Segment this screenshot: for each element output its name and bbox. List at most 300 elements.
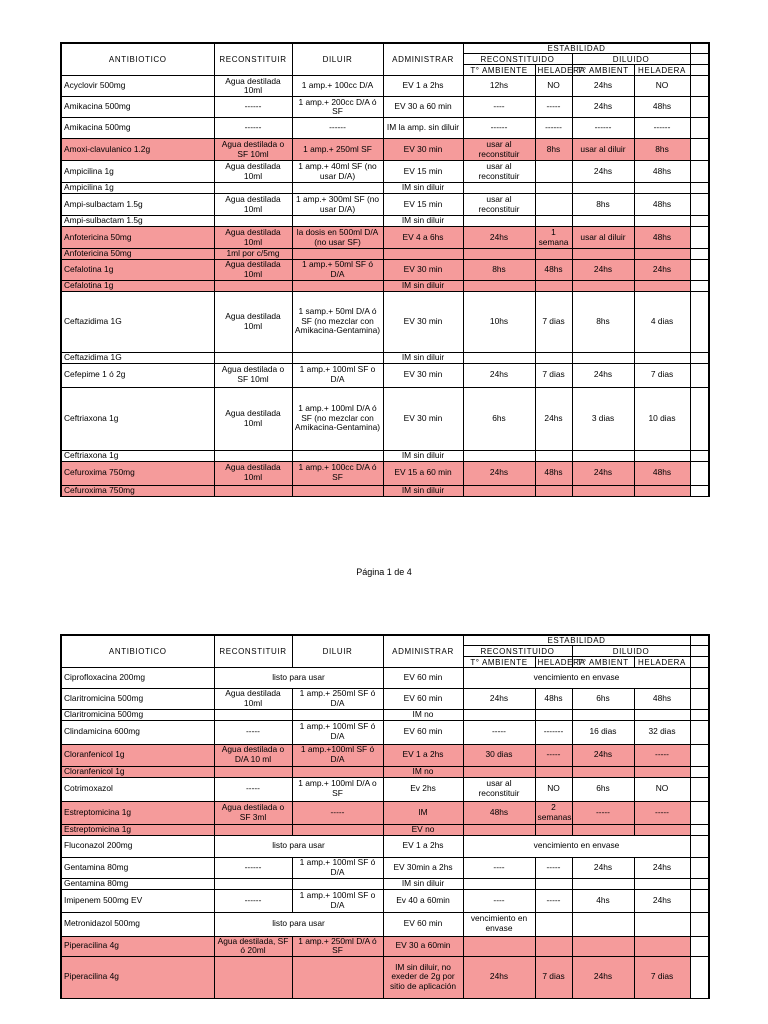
table-edge	[690, 249, 709, 260]
table-row	[61, 689, 709, 709]
cell-antibiotico: Piperacilina 4g	[61, 936, 214, 956]
cell-reconstituir-diluir: listo para usar	[214, 912, 383, 936]
header-heladera: HELADERA	[535, 657, 572, 668]
cell-diluido-heladera	[634, 352, 690, 363]
cell-diluido-ambiente: 24hs	[572, 76, 634, 97]
cell-reconstituido-ambiente	[463, 485, 535, 496]
header-t-ambient-diluido: T° AMBIENT	[572, 65, 634, 76]
cell-reconstituir: Agua destilada o SF 10ml	[214, 139, 292, 161]
cell-diluido-heladera: ------	[634, 118, 690, 139]
cell-diluir: 1 amp.+ 250ml SF ó D/A	[292, 689, 383, 709]
table-row	[61, 956, 709, 998]
cell-diluido-ambiente	[572, 352, 634, 363]
cell-antibiotico: Ceftriaxona 1g	[61, 387, 214, 450]
table-edge	[690, 912, 709, 936]
header-diluir: DILUIR	[292, 43, 383, 76]
cell-reconstituir	[214, 216, 292, 227]
cell-reconstituido-ambiente: ------	[463, 118, 535, 139]
cell-diluir	[292, 878, 383, 889]
table-edge	[690, 720, 709, 744]
cell-diluido-ambiente: 24hs	[572, 363, 634, 387]
cell-reconstituido-heladera: -----	[535, 97, 572, 118]
table-row	[61, 709, 709, 720]
table-row	[61, 227, 709, 249]
cell-administrar: EV no	[383, 824, 463, 835]
cell-diluir	[292, 216, 383, 227]
cell-antibiotico: Acyclovir 500mg	[61, 76, 214, 97]
cell-diluir	[292, 485, 383, 496]
cell-reconstituir	[214, 709, 292, 720]
table-row	[61, 194, 709, 216]
cell-diluido-heladera: 24hs	[634, 889, 690, 912]
cell-reconstituido-ambiente: 10hs	[463, 291, 535, 352]
cell-reconstituido-ambiente: 30 dias	[463, 744, 535, 766]
cell-administrar: EV 4 a 6hs	[383, 227, 463, 249]
cell-diluir: 1 amp.+ 100ml SF o D/A	[292, 889, 383, 912]
cell-antibiotico: Cloranfenicol 1g	[61, 766, 214, 777]
cell-diluir	[292, 249, 383, 260]
table-edge	[690, 260, 709, 280]
cell-reconstituido-heladera: NO	[535, 76, 572, 97]
cell-antibiotico: Ampi-sulbactam 1.5g	[61, 194, 214, 216]
cell-reconstituir: Agua destilada o SF 10ml	[214, 363, 292, 387]
table-edge	[690, 216, 709, 227]
table-row	[61, 824, 709, 835]
cell-administrar: EV 30 min	[383, 260, 463, 280]
table-row	[61, 216, 709, 227]
cell-antibiotico: Gentamina 80mg	[61, 878, 214, 889]
cell-reconstituir: -----	[214, 777, 292, 801]
cell-diluido-ambiente: 8hs	[572, 291, 634, 352]
cell-diluir	[292, 766, 383, 777]
cell-diluido-ambiente: 3 dias	[572, 387, 634, 450]
cell-antibiotico: Anfotericina 50mg	[61, 249, 214, 260]
cell-reconstituir-diluir: listo para usar	[214, 668, 383, 689]
cell-reconstituido-heladera: 48hs	[535, 260, 572, 280]
cell-reconstituido-heladera: 24hs	[535, 387, 572, 450]
page-footer: Página 1 de 4	[356, 567, 412, 577]
cell-reconstituir: Agua destilada 10ml	[214, 461, 292, 485]
cell-reconstituir: Agua destilada 10ml	[214, 291, 292, 352]
table-edge	[690, 97, 709, 118]
cell-administrar: EV 60 min	[383, 689, 463, 709]
table-row	[61, 744, 709, 766]
cell-diluido-ambiente: 6hs	[572, 777, 634, 801]
cell-diluido-ambiente	[572, 912, 634, 936]
header-t-ambiente: T° AMBIENTE	[463, 657, 535, 668]
cell-reconstituido-heladera: 1 semana	[535, 227, 572, 249]
cell-diluir: 1 amp.+ 100cc D/A ó SF	[292, 461, 383, 485]
cell-reconstituido-heladera: ------	[535, 118, 572, 139]
table-edge	[690, 878, 709, 889]
cell-reconstituir	[214, 956, 292, 998]
cell-diluido-ambiente: 8hs	[572, 194, 634, 216]
cell-diluido-heladera	[634, 216, 690, 227]
cell-reconstituir: Agua destilada 10ml	[214, 689, 292, 709]
cell-reconstituido-heladera	[535, 766, 572, 777]
cell-diluido-heladera	[634, 485, 690, 496]
cell-antibiotico: Claritromicina 500mg	[61, 689, 214, 709]
table-edge	[690, 461, 709, 485]
cell-administrar: EV 60 min	[383, 720, 463, 744]
cell-reconstituido-heladera	[535, 824, 572, 835]
cell-reconstituir	[214, 280, 292, 291]
cell-reconstituir: Agua destilada 10ml	[214, 194, 292, 216]
cell-diluido-heladera	[634, 183, 690, 194]
cell-reconstituido-heladera: -----	[535, 744, 572, 766]
table-edge	[690, 709, 709, 720]
cell-reconstituido-ambiente	[463, 216, 535, 227]
cell-diluido-heladera	[634, 936, 690, 956]
table-edge	[690, 363, 709, 387]
cell-reconstituido-heladera: -----	[535, 889, 572, 912]
table-edge	[690, 280, 709, 291]
table-row	[61, 249, 709, 260]
table-row	[61, 461, 709, 485]
cell-reconstituir: Agua destilada 10ml	[214, 387, 292, 450]
header-diluido: DILUIDO	[572, 646, 690, 657]
table-edge	[690, 689, 709, 709]
table-edge	[690, 889, 709, 912]
cell-diluir: 1 amp.+ 250ml SF	[292, 139, 383, 161]
cell-diluido-heladera: -----	[634, 801, 690, 824]
table-edge	[690, 194, 709, 216]
cell-diluido-ambiente	[572, 280, 634, 291]
cell-diluido-heladera	[634, 450, 690, 461]
table-edge	[690, 352, 709, 363]
cell-antibiotico: Ciprofloxacina 200mg	[61, 668, 214, 689]
cell-diluido-heladera: -----	[634, 744, 690, 766]
header-antibiotico: ANTIBIOTICO	[61, 635, 214, 668]
cell-diluido-ambiente	[572, 936, 634, 956]
cell-diluido-heladera: 8hs	[634, 139, 690, 161]
cell-antibiotico: Piperacilina 4g	[61, 956, 214, 998]
table-row	[61, 668, 709, 689]
cell-diluido-heladera	[634, 766, 690, 777]
cell-reconstituido-heladera	[535, 450, 572, 461]
cell-antibiotico: Estreptomicina 1g	[61, 801, 214, 824]
table-row	[61, 280, 709, 291]
cell-diluido-ambiente	[572, 249, 634, 260]
cell-diluir: 1 amp.+ 200cc D/A ó SF	[292, 97, 383, 118]
cell-diluido-heladera: 48hs	[634, 689, 690, 709]
cell-diluido-ambiente: usar al diluir	[572, 227, 634, 249]
cell-administrar: IM sin diluir	[383, 183, 463, 194]
cell-administrar: IM no	[383, 709, 463, 720]
cell-diluir	[292, 709, 383, 720]
cell-reconstituido-ambiente: 24hs	[463, 227, 535, 249]
cell-reconstituido-ambiente: -----	[463, 720, 535, 744]
cell-diluido-ambiente: 24hs	[572, 956, 634, 998]
cell-reconstituido-heladera: 48hs	[535, 689, 572, 709]
cell-reconstituido-ambiente	[463, 766, 535, 777]
table-row	[61, 801, 709, 824]
cell-reconstituido-heladera	[535, 216, 572, 227]
header-reconstituido: RECONSTITUIDO	[463, 646, 572, 657]
cell-diluir	[292, 280, 383, 291]
table-edge	[690, 291, 709, 352]
header-reconstituir: RECONSTITUIR	[214, 635, 292, 668]
cell-reconstituido-heladera	[535, 161, 572, 183]
cell-reconstituir	[214, 450, 292, 461]
cell-reconstituir: Agua destilada 10ml	[214, 161, 292, 183]
cell-administrar: IM sin diluir	[383, 485, 463, 496]
cell-reconstituido-ambiente: 24hs	[463, 956, 535, 998]
cell-reconstituido-ambiente	[463, 709, 535, 720]
cell-reconstituido-ambiente: usar al reconstituir	[463, 161, 535, 183]
cell-administrar: EV 30 min	[383, 387, 463, 450]
cell-reconstituido-heladera: NO	[535, 777, 572, 801]
cell-administrar: IM sin diluir	[383, 878, 463, 889]
table-edge	[690, 387, 709, 450]
cell-administrar: EV 1 a 2hs	[383, 76, 463, 97]
cell-administrar	[383, 249, 463, 260]
cell-reconstituir	[214, 766, 292, 777]
table-edge	[690, 183, 709, 194]
cell-reconstituido-heladera	[535, 485, 572, 496]
cell-diluir: 1 samp.+ 50ml D/A ó SF (no mezclar con Amikacina-Gentamina)	[292, 291, 383, 352]
cell-administrar: EV 1 a 2hs	[383, 835, 463, 857]
cell-diluido-heladera: 48hs	[634, 194, 690, 216]
cell-diluido-ambiente: 24hs	[572, 260, 634, 280]
cell-reconstituir	[214, 352, 292, 363]
table-edge	[690, 835, 709, 857]
table-row	[61, 912, 709, 936]
cell-diluido-ambiente: 24hs	[572, 744, 634, 766]
cell-diluido-ambiente: 24hs	[572, 461, 634, 485]
cell-reconstituido-ambiente: 8hs	[463, 260, 535, 280]
cell-reconstituir: ------	[214, 118, 292, 139]
cell-administrar: EV 15 min	[383, 194, 463, 216]
cell-reconstituido-ambiente: 24hs	[463, 461, 535, 485]
cell-estabilidad: vencimiento en envase	[463, 668, 690, 689]
cell-diluido-heladera: NO	[634, 777, 690, 801]
cell-reconstituido-ambiente	[463, 878, 535, 889]
cell-diluido-ambiente: ------	[572, 118, 634, 139]
table-edge	[690, 668, 709, 689]
cell-antibiotico: Estreptomicina 1g	[61, 824, 214, 835]
cell-diluir	[292, 824, 383, 835]
table-edge	[690, 956, 709, 998]
cell-diluido-heladera: NO	[634, 76, 690, 97]
cell-reconstituido-heladera	[535, 249, 572, 260]
cell-diluido-heladera: 4 dias	[634, 291, 690, 352]
cell-administrar: IM sin diluir	[383, 280, 463, 291]
cell-administrar: EV 30 min	[383, 139, 463, 161]
cell-reconstituir: ------	[214, 889, 292, 912]
cell-antibiotico: Cefuroxima 750mg	[61, 461, 214, 485]
table-row	[61, 720, 709, 744]
cell-reconstituido-heladera: 8hs	[535, 139, 572, 161]
cell-diluir: 1 amp.+ 300ml SF (no usar D/A)	[292, 194, 383, 216]
table-edge	[690, 450, 709, 461]
cell-diluido-ambiente	[572, 450, 634, 461]
table-edge	[690, 118, 709, 139]
cell-administrar: EV 30min a 2hs	[383, 857, 463, 878]
cell-diluido-heladera	[634, 912, 690, 936]
cell-diluir: 1 amp.+ 100ml SF ó D/A	[292, 857, 383, 878]
cell-reconstituir: 1ml por c/5mg	[214, 249, 292, 260]
cell-reconstituido-heladera	[535, 936, 572, 956]
cell-antibiotico: Ampicilina 1g	[61, 161, 214, 183]
cell-antibiotico: Cotrimoxazol	[61, 777, 214, 801]
cell-reconstituido-ambiente: usar al reconstituir	[463, 139, 535, 161]
table-edge	[690, 744, 709, 766]
cell-antibiotico: Cloranfenicol 1g	[61, 744, 214, 766]
cell-diluido-heladera: 7 dias	[634, 363, 690, 387]
cell-diluido-heladera: 48hs	[634, 461, 690, 485]
cell-administrar: EV 30 min	[383, 291, 463, 352]
cell-diluido-ambiente	[572, 824, 634, 835]
header-heladera: HELADERA	[535, 65, 572, 76]
cell-reconstituir: -----	[214, 720, 292, 744]
cell-reconstituido-heladera: 7 dias	[535, 956, 572, 998]
header-t-ambiente: T° AMBIENTE	[463, 65, 535, 76]
cell-reconstituido-ambiente: usar al reconstituir	[463, 194, 535, 216]
cell-antibiotico: Amoxi-clavulanico 1.2g	[61, 139, 214, 161]
header-estabilidad: ESTABILIDAD	[463, 43, 690, 54]
cell-administrar: EV 30 a 60 min	[383, 97, 463, 118]
cell-diluido-heladera	[634, 280, 690, 291]
table-edge	[690, 936, 709, 956]
table-edge	[690, 766, 709, 777]
table-row	[61, 291, 709, 352]
cell-antibiotico: Amikacina 500mg	[61, 97, 214, 118]
cell-reconstituido-heladera: 48hs	[535, 461, 572, 485]
table-edge	[690, 777, 709, 801]
cell-administrar: IM sin diluir	[383, 352, 463, 363]
table-row	[61, 889, 709, 912]
cell-reconstituido-ambiente: vencimiento en envase	[463, 912, 535, 936]
cell-diluido-ambiente	[572, 878, 634, 889]
cell-diluido-heladera: 24hs	[634, 260, 690, 280]
cell-diluir: 1 amp.+ 40ml SF (no usar D/A)	[292, 161, 383, 183]
cell-reconstituir: ------	[214, 97, 292, 118]
table-edge	[690, 857, 709, 878]
cell-reconstituir: Agua destilada 10ml	[214, 76, 292, 97]
table-row	[61, 76, 709, 97]
cell-reconstituido-heladera	[535, 183, 572, 194]
cell-diluir: 1 amp.+ 100cc D/A	[292, 76, 383, 97]
cell-administrar: EV 30 min	[383, 363, 463, 387]
cell-diluido-ambiente: 4hs	[572, 889, 634, 912]
header-estabilidad: ESTABILIDAD	[463, 635, 690, 646]
cell-administrar: EV 1 a 2hs	[383, 744, 463, 766]
table-row	[61, 936, 709, 956]
cell-administrar: EV 15 a 60 min	[383, 461, 463, 485]
cell-antibiotico: Metronidazol 500mg	[61, 912, 214, 936]
cell-diluir: 1 amp.+ 100ml D/A o SF	[292, 777, 383, 801]
cell-reconstituido-heladera	[535, 280, 572, 291]
cell-reconstituido-ambiente: 6hs	[463, 387, 535, 450]
cell-reconstituir	[214, 183, 292, 194]
cell-diluido-ambiente	[572, 485, 634, 496]
cell-reconstituir: Agua destilada o SF 3ml	[214, 801, 292, 824]
table-row	[61, 363, 709, 387]
cell-reconstituido-heladera	[535, 194, 572, 216]
cell-diluir: 1 amp.+ 100ml SF ó D/A	[292, 720, 383, 744]
cell-administrar: IM la amp. sin diluir	[383, 118, 463, 139]
table-row	[61, 485, 709, 496]
antibiotic-table-2	[60, 634, 710, 999]
cell-antibiotico: Ceftazidima 1G	[61, 352, 214, 363]
cell-diluido-ambiente: 16 dias	[572, 720, 634, 744]
cell-reconstituir	[214, 878, 292, 889]
cell-administrar: EV 15 min	[383, 161, 463, 183]
cell-antibiotico: Ceftazidima 1G	[61, 291, 214, 352]
cell-reconstituido-ambiente	[463, 824, 535, 835]
cell-diluido-heladera: 7 dias	[634, 956, 690, 998]
cell-reconstituir-diluir: listo para usar	[214, 835, 383, 857]
cell-diluido-heladera: 48hs	[634, 227, 690, 249]
table-row	[61, 857, 709, 878]
cell-administrar: IM sin diluir, no exeder de 2g por sitio de aplicación	[383, 956, 463, 998]
cell-reconstituido-ambiente	[463, 183, 535, 194]
table-row	[61, 352, 709, 363]
cell-administrar: Ev 40 a 60min	[383, 889, 463, 912]
cell-diluido-heladera: 10 dias	[634, 387, 690, 450]
cell-reconstituido-ambiente: usar al reconstituir	[463, 777, 535, 801]
cell-diluido-ambiente: -----	[572, 801, 634, 824]
cell-antibiotico: Cefuroxima 750mg	[61, 485, 214, 496]
table-edge	[690, 161, 709, 183]
cell-estabilidad: vencimiento en envase	[463, 835, 690, 857]
cell-antibiotico: Amikacina 500mg	[61, 118, 214, 139]
table-edge	[690, 485, 709, 496]
header-diluir: DILUIR	[292, 635, 383, 668]
cell-administrar: IM	[383, 801, 463, 824]
cell-diluir: ------	[292, 118, 383, 139]
header-heladera-diluido: HELADERA	[634, 65, 690, 76]
cell-antibiotico: Anfotericina 50mg	[61, 227, 214, 249]
table-row	[61, 139, 709, 161]
header-antibiotico: ANTIBIOTICO	[61, 43, 214, 76]
cell-reconstituido-heladera	[535, 912, 572, 936]
header-t-ambient-diluido: T° AMBIENT	[572, 657, 634, 668]
cell-reconstituido-ambiente	[463, 280, 535, 291]
cell-reconstituir	[214, 485, 292, 496]
cell-reconstituido-ambiente	[463, 936, 535, 956]
table-row	[61, 118, 709, 139]
cell-diluido-heladera	[634, 249, 690, 260]
cell-diluido-heladera	[634, 824, 690, 835]
table-row	[61, 97, 709, 118]
header-heladera-diluido: HELADERA	[634, 657, 690, 668]
cell-diluir: 1 amp.+ 100ml SF o D/A	[292, 363, 383, 387]
cell-diluido-heladera: 48hs	[634, 97, 690, 118]
header-administrar: ADMINISTRAR	[383, 635, 463, 668]
table-edge	[690, 139, 709, 161]
cell-diluido-ambiente	[572, 216, 634, 227]
header-diluido: DILUIDO	[572, 54, 690, 65]
cell-reconstituido-heladera	[535, 709, 572, 720]
table-row	[61, 766, 709, 777]
header-reconstituido: RECONSTITUIDO	[463, 54, 572, 65]
cell-antibiotico: Imipenem 500mg EV	[61, 889, 214, 912]
table-row	[61, 777, 709, 801]
cell-reconstituido-heladera	[535, 352, 572, 363]
cell-diluir: 1 amp.+100ml SF ó D/A	[292, 744, 383, 766]
cell-diluir: 1 amp.+ 100ml D/A ó SF (no mezclar con Amikacina-Gentamina)	[292, 387, 383, 450]
cell-antibiotico: Cefepime 1 ó 2g	[61, 363, 214, 387]
cell-reconstituido-heladera: 2 semanas	[535, 801, 572, 824]
cell-reconstituido-heladera: 7 dias	[535, 291, 572, 352]
cell-diluido-ambiente: 6hs	[572, 689, 634, 709]
cell-administrar: EV 60 min	[383, 912, 463, 936]
cell-reconstituido-ambiente: ----	[463, 889, 535, 912]
cell-reconstituido-heladera	[535, 878, 572, 889]
cell-reconstituir: Agua destilada 10ml	[214, 227, 292, 249]
